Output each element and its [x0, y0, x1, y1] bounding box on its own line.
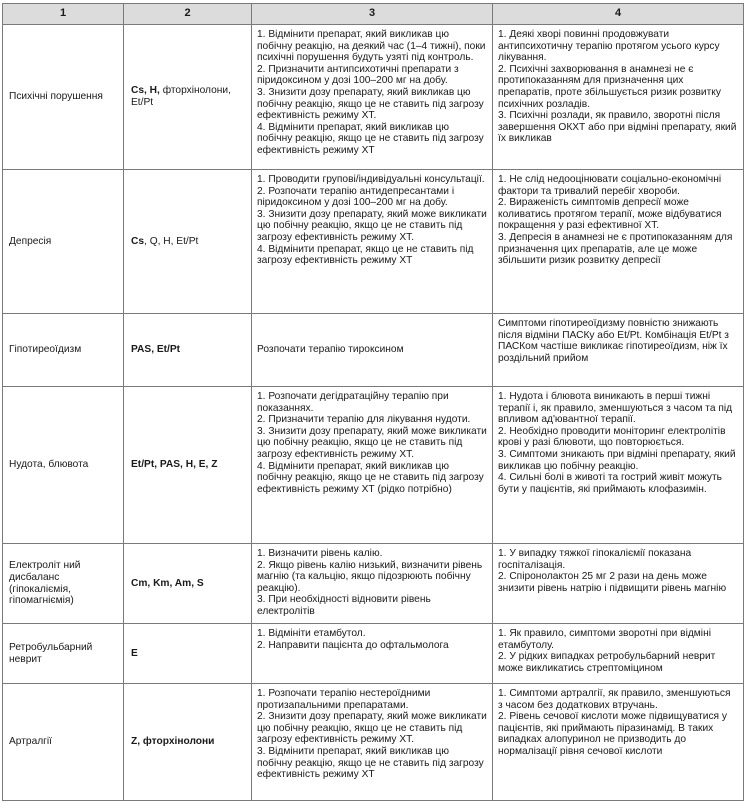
column-header-1: 1	[3, 4, 124, 25]
drugs-rest: , Q, H, Et/Pt	[144, 235, 199, 247]
note-item: Симптоми гіпотиреоїдизму повністю знижають після відміни ПАСКу або Et/Pt. Комбінація Et/Pt з ПАСКом частіше викликає гіпотиреоїдизм, ніж їх роздільний прийом	[498, 318, 729, 364]
note-item: 1. Нудота і блювота виникають в перші тижні терапії і, як правило, зменшуються з часом та під впливом ад'ювантної терапії.	[498, 391, 733, 426]
action-item: 2. Призначити антипсихотичні препарати з піридоксином у дозі 100–200 мг на добу.	[257, 63, 459, 87]
note-item: 1. Симптоми артралгії, як правило, зменшуються з часом без додаткових втручань.	[498, 688, 731, 711]
notes-cell	[493, 544, 744, 624]
header-row	[3, 4, 744, 25]
action-item: 3. Знизити дозу препарату, який може викликати цю побічну реакцію, якщо це не ставить під загрозу ефективність режиму ХТ.	[257, 425, 487, 460]
actions-cell	[252, 314, 493, 387]
drugs-cell	[124, 684, 252, 801]
drugs-bold: PAS, Et/Pt	[131, 344, 181, 356]
action-item: 3. При необхідності відновити рівень електролітів	[257, 594, 431, 617]
actions-cell	[252, 544, 493, 624]
action-item: 1. Розпочати терапію нестероїдними протизапальними препаратами.	[257, 688, 431, 711]
table-row	[3, 314, 744, 387]
drugs-bold: Et/Pt, PAS, H, E, Z	[131, 459, 218, 471]
drugs-cell	[124, 170, 252, 314]
condition-cell: Електроліт ний дисбаланс (гіпокаліємія, гіпомагніємія)	[3, 544, 124, 624]
drugs-bold: Z, фторхінолони	[131, 736, 215, 748]
note-item: 2. Спіронолактон 25 мг 2 рази на день може знизити рівень натрію і підвищити рівень магнію	[498, 571, 727, 594]
action-item: 1. Відмінити препарат, який викликав цю побічну реакцію, на деякий час (1–4 тижні), поки психічні порушення будуть узяті під контроль.	[257, 29, 486, 64]
condition-cell: Психічні порушення	[3, 25, 124, 170]
drugs-bold: E	[131, 647, 138, 659]
action-item: 1. Проводити групові/індивідуальні консультації.	[257, 174, 485, 185]
action-item: Розпочати терапію тироксином	[257, 344, 404, 356]
notes-cell	[493, 684, 744, 801]
condition-cell: Гіпотиреоїдизм	[3, 314, 124, 387]
action-item: 1. Визначити рівень калію.	[257, 548, 383, 559]
note-item: 1. Деякі хворі повинні продовжувати антипсихотичну терапію протягом усього курсу лікування.	[498, 29, 720, 64]
action-item: 1. Розпочати дегідратаційну терапію при показаннях.	[257, 391, 449, 414]
action-item: 3. Знизити дозу препарату, який викликав цю побічну реакцію, якщо це не ставить під загрозу ефективність режиму ХТ.	[257, 86, 484, 122]
action-item: 2. Розпочати терапію антидепресантами і піридоксином у дозі 100–200 мг на добу.	[257, 185, 455, 209]
note-item: 3. Симптоми зникають при відміні препарату, який викликав цю побічну реакцію.	[498, 448, 736, 472]
action-item: 4. Відмінити препарат, який викликав цю побічну реакцію, якщо це не ставить під загрозу ефективність режиму ХТ	[257, 121, 484, 156]
note-item: 1. Не слід недооцінювати соціально-економічні фактори та тривалий перебіг хвороби.	[498, 174, 722, 197]
table-row	[3, 387, 744, 544]
note-item: 4. Сильні болі в животі та гострий живіт можуть бути у пацієнтів, які приймають клофазимін.	[498, 472, 722, 495]
condition-cell: Ретробульбарний неврит	[3, 624, 124, 684]
notes-cell	[493, 25, 744, 170]
drugs-cell	[124, 544, 252, 624]
action-item: 2. Знизити дозу препарату, який може викликати цю побічну реакцію, якщо це не ставить під загрозу ефективність режиму ХТ.	[257, 711, 487, 746]
note-item: 2. Вираженість симптомів депресії може коливатись протягом терапії, може відбуватися покращення у разі ефективної ХТ.	[498, 197, 722, 232]
action-item: 1. Відмініти етамбутол.	[257, 628, 366, 639]
action-item: 2. Призначити терапію для лікування нудоти.	[257, 414, 471, 426]
action-item: 4. Відмінити препарат, якщо це не ставить під загрозу ефективність режиму ХТ	[257, 243, 474, 267]
note-item: 2. Необхідно проводити моніторинг електролітів крові у разі блювоти, що повторюється.	[498, 425, 726, 449]
notes-cell	[493, 314, 744, 387]
action-item: 4. Відмінити препарат, який викликав цю побічну реакцію, якщо це не ставить під загрозу ефективність режиму ХТ (рідко потрібно)	[257, 460, 484, 495]
note-item: 1. Як правило, симптоми зворотні при відміні етамбутолу.	[498, 628, 711, 651]
table-row	[3, 544, 744, 624]
note-item: 1. У випадку тяжкої гіпокаліємії показана госпіталізація.	[498, 548, 692, 571]
adverse-reactions-table	[2, 3, 744, 801]
notes-cell	[493, 170, 744, 314]
note-item: 3. Психічні розлади, як правило, зворотні після завершення ОКХТ або при відміні препарату, який їх викликав	[498, 110, 737, 145]
action-item: 3. Відмінити препарат, який викликав цю побічну реакцію, якщо це не ставить під загрозу ефективність режиму ХТ	[257, 745, 484, 781]
notes-cell	[493, 387, 744, 544]
action-item: 2. Якщо рівень калію низький, визначити рівень магнію (та кальцію, якщо підозрюють побічну реакцію).	[257, 559, 483, 594]
note-item: 2. У рідких випадках ретробульбарний неврит може викликатись стрептоміцином	[498, 651, 716, 674]
drugs-cell	[124, 624, 252, 684]
actions-cell	[252, 170, 493, 314]
drugs-bold: Cs, H,	[131, 85, 160, 97]
column-header-4: 4	[493, 4, 744, 25]
actions-cell	[252, 25, 493, 170]
table-row	[3, 170, 744, 314]
condition-cell: Нудота, блювота	[3, 387, 124, 544]
table-row	[3, 25, 744, 170]
table-row	[3, 624, 744, 684]
drugs-cell	[124, 387, 252, 544]
notes-cell	[493, 624, 744, 684]
note-item: 3. Депресія в анамнезі не є протипоказанням для призначення цих препаратів, але це може збільшити ризик розвитку депресії	[498, 231, 733, 267]
note-item: 2. Психічні захворювання в анамнезі не є протипоказанням для призначення цих препаратів, проте збільшується ризик розвитку психічних розладів.	[498, 63, 721, 110]
actions-cell	[252, 387, 493, 544]
actions-cell	[252, 684, 493, 801]
condition-cell: Артралгії	[3, 684, 124, 801]
action-item: 3. Знизити дозу препарату, який може викликати цю побічну реакцію, якщо це не ставить під загрозу ефективність режиму ХТ.	[257, 208, 487, 243]
drugs-bold: Cm, Km, Am, S	[131, 577, 204, 589]
drugs-cell	[124, 314, 252, 387]
drugs-rest: фторхінолони, Et/Pt	[131, 85, 231, 108]
table-row	[3, 684, 744, 801]
drugs-bold: Cs	[131, 235, 145, 247]
column-header-3: 3	[252, 4, 493, 25]
action-item: 2. Направити пацієнта до офтальмолога	[257, 639, 449, 651]
condition-cell: Депресія	[3, 170, 124, 314]
column-header-2: 2	[124, 4, 252, 25]
drugs-cell	[124, 25, 252, 170]
actions-cell	[252, 624, 493, 684]
note-item: 2. Рівень сечової кислоти може підвищуватися у пацієнтів, які приймають піразинамід. В таких випадках алопуринол не призводить до нормалізації рівня сечової кислоти	[498, 711, 727, 757]
